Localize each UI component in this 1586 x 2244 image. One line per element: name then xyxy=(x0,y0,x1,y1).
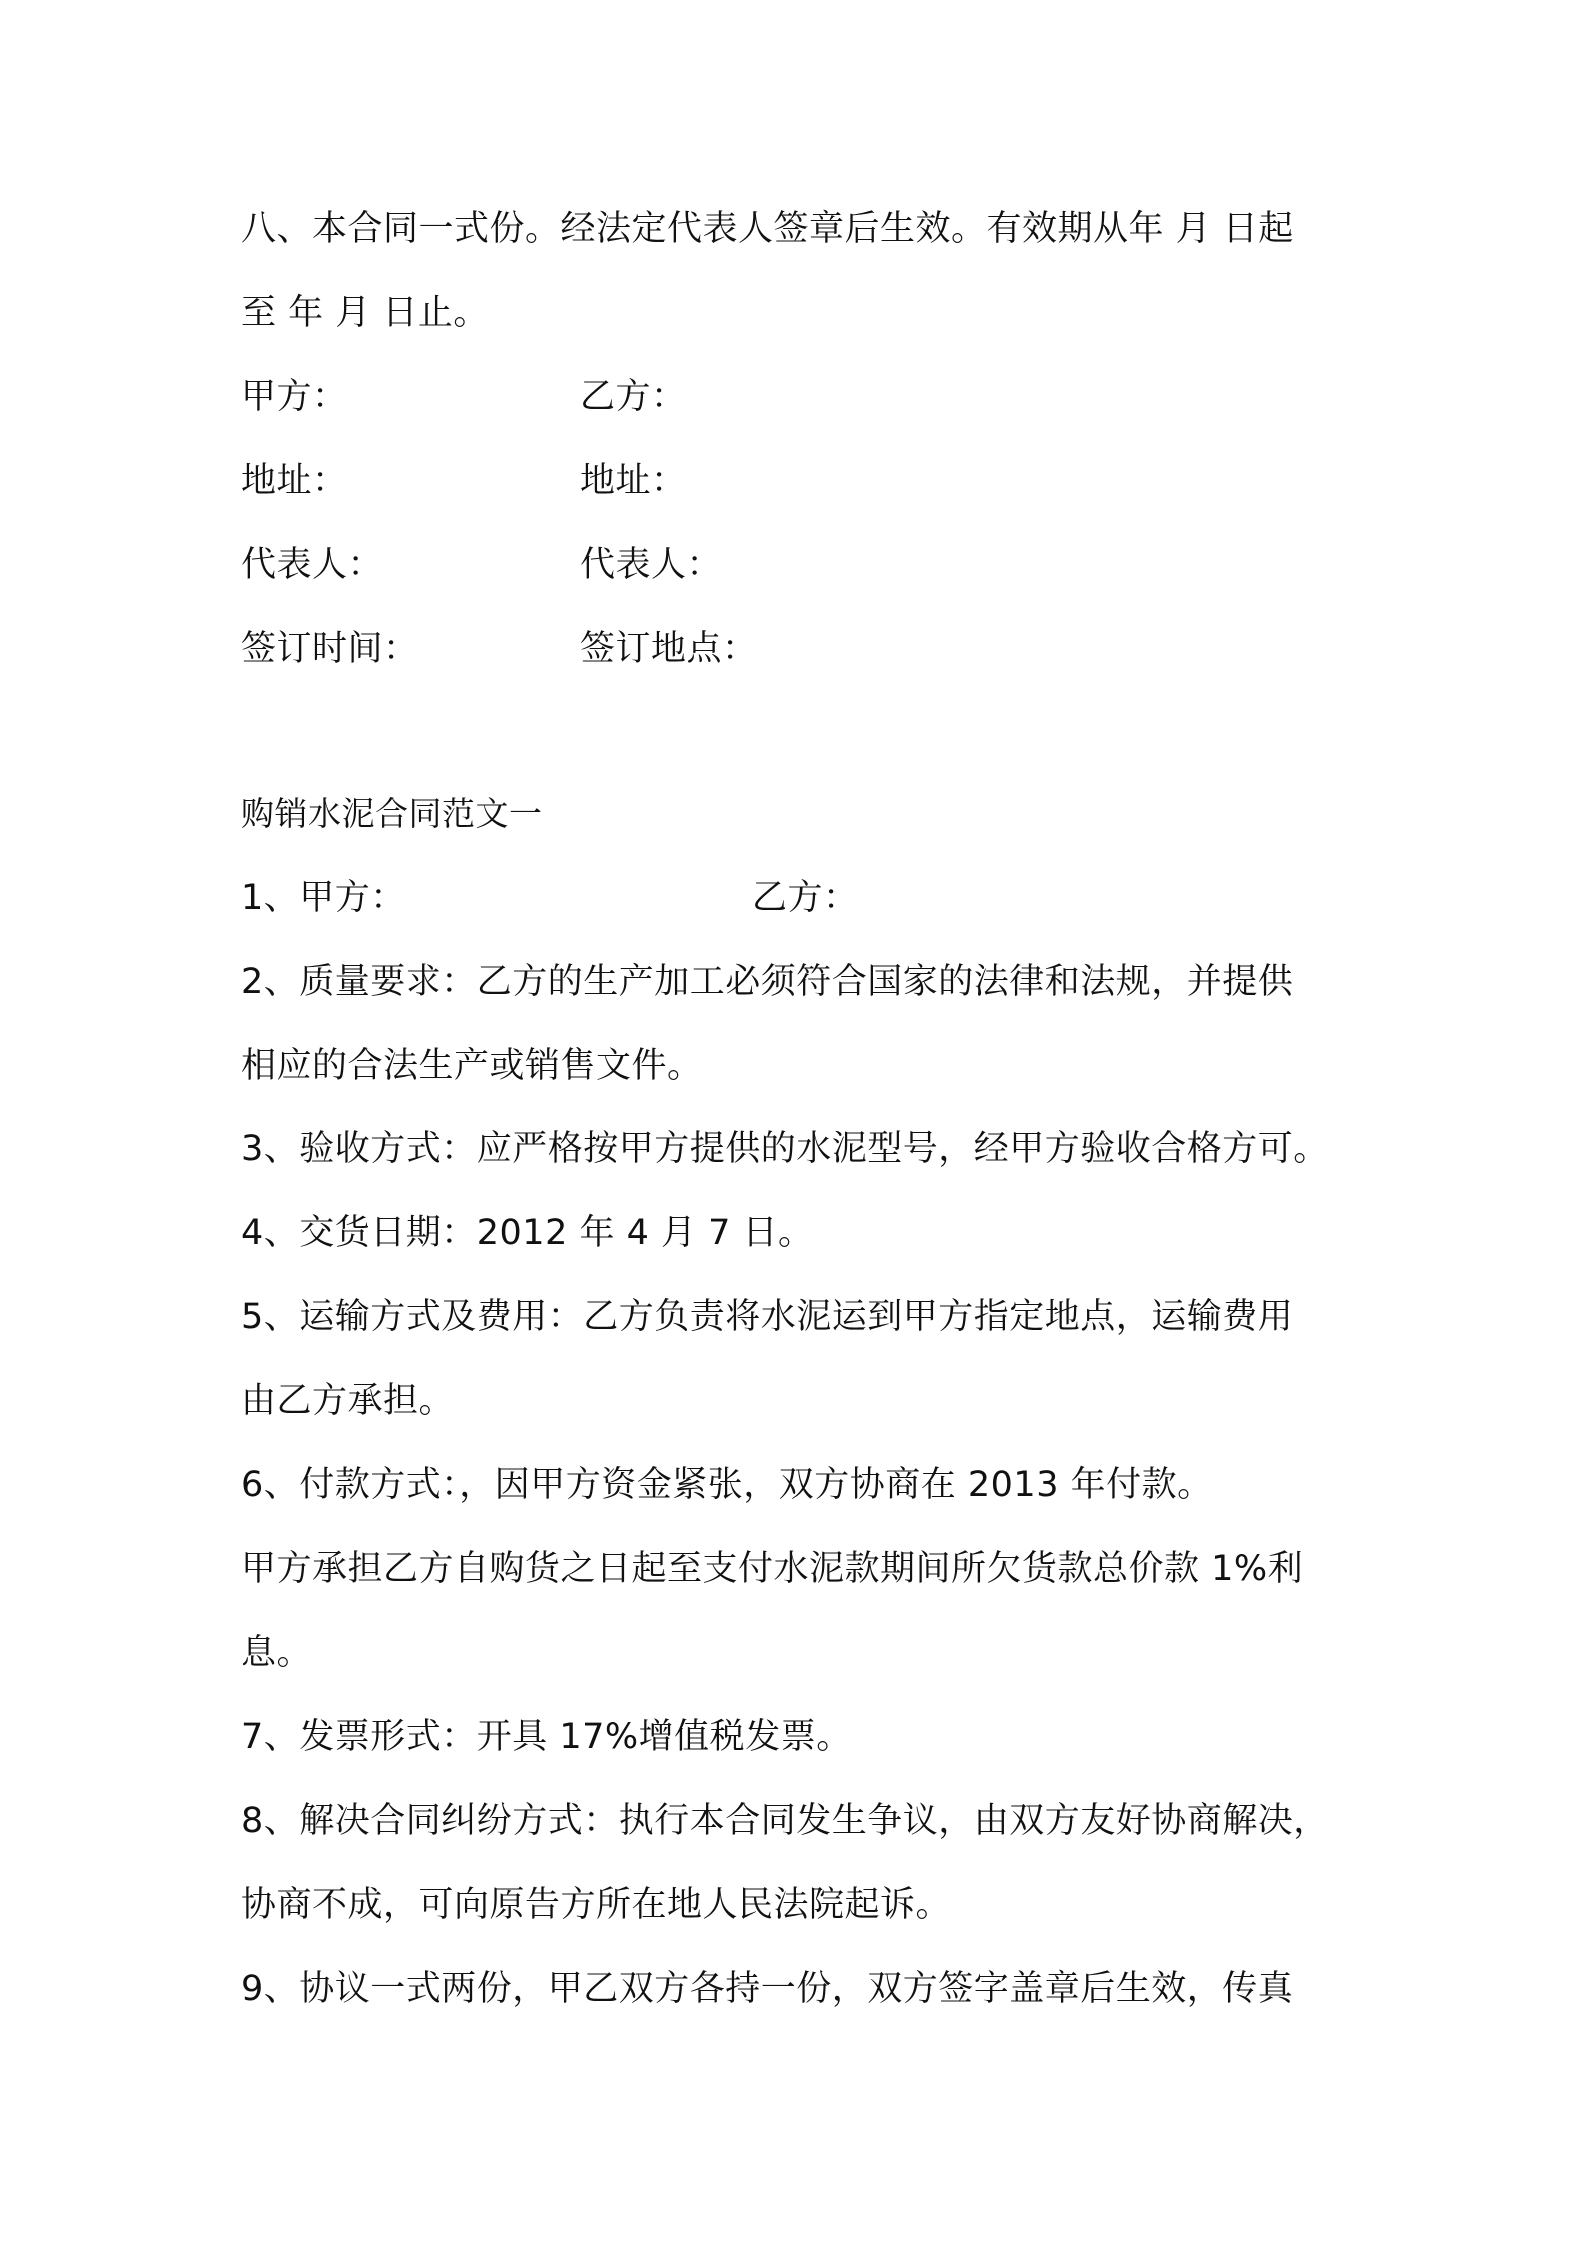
address-a-label: 地址： xyxy=(241,461,348,501)
party-b-label: 乙方： xyxy=(580,377,687,417)
item-3: 3、验收方式：应严格按甲方提供的水泥型号，经甲方验收合格方可。 xyxy=(241,1129,1329,1169)
item-6-note-line-1: 甲方承担乙方自购货之日起至支付水泥款期间所欠货款总价款 1%利 xyxy=(241,1549,1304,1589)
section-heading: 购销水泥合同范文一 xyxy=(241,794,543,833)
item-6-note-line-2: 息。 xyxy=(241,1633,313,1673)
representative-a-label: 代表人： xyxy=(241,545,384,585)
item-8-line-2: 协商不成，可向原告方所在地人民法院起诉。 xyxy=(241,1885,952,1925)
clause-8-line-2: 至 年 月 日止。 xyxy=(241,293,489,333)
item-2-line-2: 相应的合法生产或销售文件。 xyxy=(241,1046,703,1086)
item-2-line-1: 2、质量要求：乙方的生产加工必须符合国家的法律和法规，并提供 xyxy=(241,962,1294,1002)
sign-place-label: 签订地点： xyxy=(580,629,758,669)
address-b-label: 地址： xyxy=(580,461,687,501)
item-1-party-a: 1、甲方： xyxy=(241,878,406,918)
item-7: 7、发票形式：开具 17%增值税发票。 xyxy=(241,1717,852,1757)
item-6: 6、付款方式：，因甲方资金紧张，双方协商在 2013 年付款。 xyxy=(241,1465,1213,1505)
party-a-label: 甲方： xyxy=(241,377,348,417)
item-8-line-1: 8、解决合同纠纷方式：执行本合同发生争议，由双方友好协商解决， xyxy=(241,1801,1329,1841)
item-4: 4、交货日期：2012 年 4 月 7 日。 xyxy=(241,1213,814,1253)
item-1-party-b: 乙方： xyxy=(752,878,859,918)
representative-b-label: 代表人： xyxy=(580,545,723,585)
item-9-line-1: 9、协议一式两份，甲乙双方各持一份，双方签字盖章后生效，传真 xyxy=(241,1969,1294,2009)
clause-8-line-1: 八、本合同一式份。经法定代表人签章后生效。有效期从年 月 日起 xyxy=(241,209,1294,249)
item-5-line-2: 由乙方承担。 xyxy=(241,1381,455,1421)
item-5-line-1: 5、运输方式及费用：乙方负责将水泥运到甲方指定地点，运输费用 xyxy=(241,1297,1294,1337)
sign-time-label: 签订时间： xyxy=(241,629,419,669)
